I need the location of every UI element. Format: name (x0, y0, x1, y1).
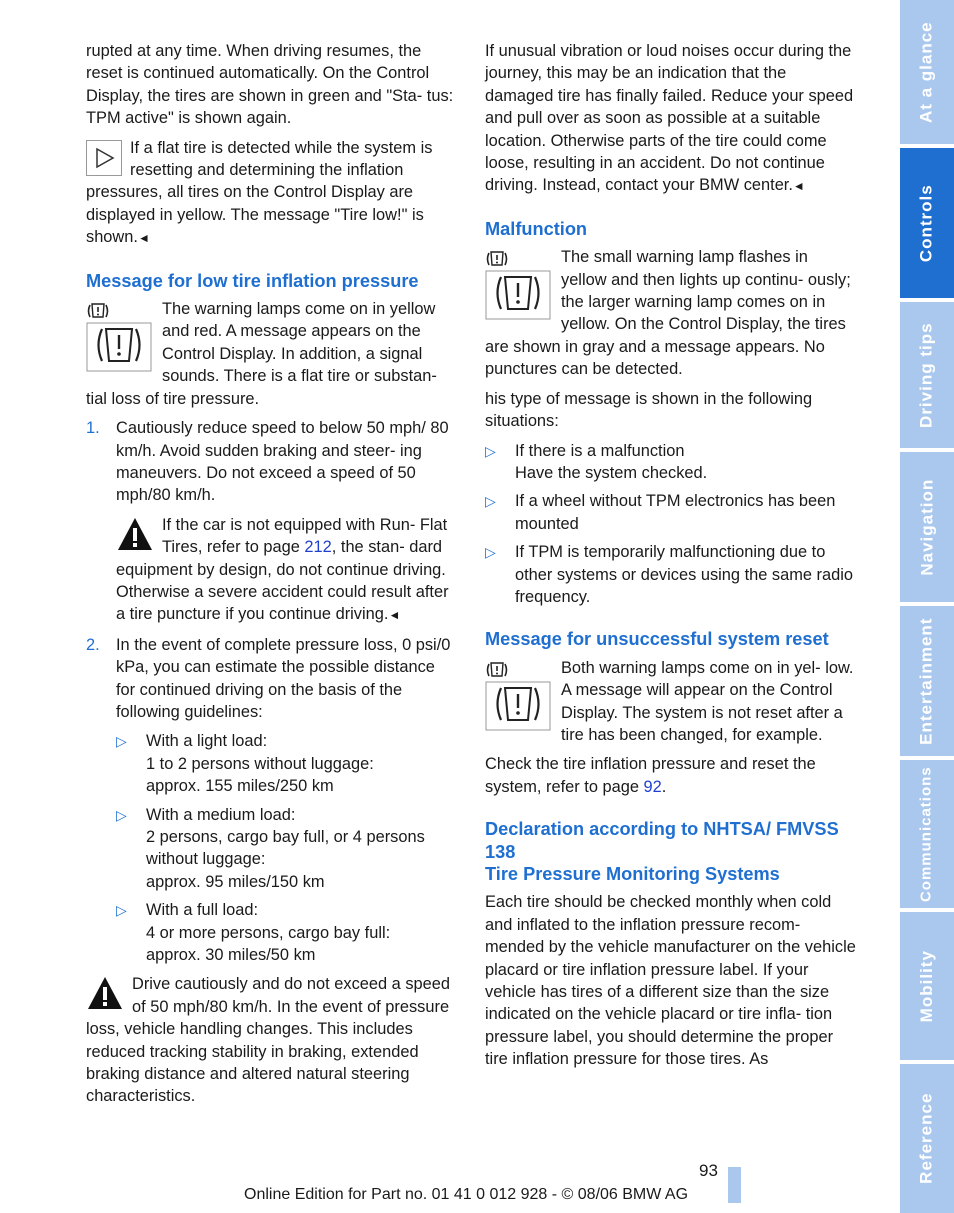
list-number: 1. (86, 419, 100, 438)
page-link[interactable]: 92 (643, 777, 662, 796)
tab-label: Controls (916, 184, 936, 262)
paragraph: Each tire should be checked monthly when cold and inflated to the inflation pressure recom- mended by the vehicle manufacturer on the vehicle placard or tire inflation pressure label. If your vehicle has tires of a different size than the size indicated on the vehicle placard or tire infla- tion pressure label, you should determine the proper tire inflation pressure for those tires. As (485, 893, 856, 1069)
tpm-warning-icon (485, 660, 553, 738)
warning-text: , the stan- dard equipment by design, do not continue driving. Otherwise a severe accident could result after a tire puncture if you continue driving. (116, 538, 449, 624)
paragraph: Check the tire inflation pressure and reset the system, refer to page (485, 755, 816, 796)
tab-label: Mobility (916, 949, 936, 1023)
section-subheading: Tire Pressure Monitoring Systems (485, 864, 780, 884)
tpm-warning-large-icon (498, 688, 539, 720)
list-item (485, 440, 857, 485)
tab-label: Communications (917, 766, 935, 902)
tab-controls[interactable] (900, 148, 954, 298)
page-number: 93 (699, 1161, 718, 1180)
chapter-tabs (900, 0, 954, 1213)
warning-text: Drive cautiously and do not exceed a speed of 50 mph/80 km/h. In the event of pressure loss, vehicle handling changes. This includes reduced tracking stability in braking, extended braking distance and altered natural steering characteristics. (86, 975, 451, 1106)
paragraph: If unusual vibration or loud noises occur during the journey, this may be an indication that the damaged tire has finally failed. Reduce your speed and pull over as soon as possible at a suitable location. Otherwise parts of the tire could come loose, resulting in an accident. Do not continue driving. Instead, contact your BMW center. (485, 42, 854, 195)
tab-label: Navigation (916, 478, 936, 576)
load-line: 1 to 2 persons without luggage: (146, 754, 374, 773)
note-block (86, 137, 458, 250)
tab-label: Driving tips (916, 322, 936, 428)
warning-block (86, 973, 458, 1114)
load-line: approx. 155 miles/250 km (146, 777, 334, 796)
list-item (116, 804, 458, 894)
tab-mobility[interactable] (900, 912, 954, 1060)
section-heading: Malfunction (485, 218, 588, 239)
load-line: 2 persons, cargo bay full, or 4 persons without luggage: (146, 828, 425, 869)
list-item-text: In the event of complete pressure loss, 0 psi/0 kPa, you can estimate the possible distance for continued driving on the basis of the following guidelines: (116, 635, 451, 721)
list-item (116, 899, 458, 966)
left-column (86, 40, 458, 1115)
load-title: With a medium load: (146, 805, 296, 824)
tab-communications[interactable] (900, 760, 954, 908)
load-title: With a full load: (146, 901, 259, 920)
bullet-triangle-icon: ▷ (485, 442, 496, 459)
warning-text: If the car is not equipped with Run- Flat Tires, refer to page (162, 515, 448, 557)
tab-entertainment[interactable] (900, 606, 954, 756)
footer-text: Online Edition for Part no. 01 41 0 012 928 - © 08/06 BMW AG (244, 1186, 689, 1203)
warning-lamp-block (485, 246, 857, 387)
tpm-warning-small-icon (488, 252, 507, 265)
tpm-warning-icon (86, 301, 154, 379)
numbered-list (86, 417, 458, 966)
bullet-triangle-icon: ▷ (485, 493, 496, 510)
list-item (485, 490, 857, 535)
bullet-triangle-icon: ▷ (116, 806, 127, 823)
tpm-warning-small-icon (89, 304, 108, 317)
tab-reference[interactable] (900, 1064, 954, 1213)
tpm-warning-large-icon (498, 277, 539, 309)
list-item (485, 541, 857, 608)
tpm-warning-large-icon (99, 329, 140, 361)
section-heading: Message for low tire inflation pressure (86, 270, 419, 291)
paragraph: rupted at any time. When driving resumes, the reset is continued automatically. On the Control Display, the tires are shown in green and "Sta- tus: TPM active" is shown again. (86, 42, 454, 128)
paragraph: his type of message is shown in the following situations: (485, 389, 813, 431)
warning-block (116, 514, 458, 627)
paragraph: The small warning lamp flashes in yellow and then lights up continu- ously; the larger warning lamp comes on in yellow. On the Control Display, the tires are shown in gray and a message appears. No punctures can be detected. (485, 248, 851, 379)
tpm-warning-icon (485, 249, 553, 327)
section-heading: Declaration according to NHTSA/ FMVSS 138 (485, 819, 839, 862)
paragraph: Both warning lamps come on in yel- low. A message will appear on the Control Display. The system is not reset after a tire has been changed, for example. (561, 658, 854, 744)
paragraph: . (661, 777, 667, 796)
list-number: 2. (86, 635, 100, 654)
tab-navigation[interactable] (900, 452, 954, 602)
page-marker-bar (728, 1167, 741, 1203)
right-column (485, 40, 857, 1078)
tab-label: Entertainment (916, 617, 936, 745)
list-item (86, 417, 458, 627)
hazard-warning-icon (86, 975, 124, 1017)
page-link[interactable]: 212 (304, 538, 332, 557)
note-triangle-icon (86, 140, 122, 176)
situation-list (485, 440, 857, 609)
situation-text: If a wheel without TPM electronics has been mounted (515, 492, 836, 533)
bullet-triangle-icon: ▷ (485, 544, 496, 561)
bullet-triangle-icon: ▷ (116, 902, 127, 919)
warning-lamp-block (485, 657, 857, 754)
end-mark: ◄ (388, 608, 401, 623)
tab-label: Reference (916, 1092, 936, 1185)
load-line: 4 or more persons, cargo bay full: (146, 923, 391, 942)
paragraph: The warning lamps come on in yellow and red. A message appears on the Control Display. In addition, a signal sounds. There is a flat tire or substan- tial loss of tire pressure. (86, 300, 437, 408)
warning-lamp-block (86, 298, 458, 417)
tab-driving-tips[interactable] (900, 302, 954, 448)
section-heading: Message for unsuccessful system reset (485, 629, 829, 650)
situation-text: If there is a malfunction (515, 441, 685, 460)
end-mark: ◄ (792, 179, 805, 194)
list-item-text: Cautiously reduce speed to below 50 mph/ 80 km/h. Avoid sudden braking and steer- ing maneuvers. Do not exceed a speed of 50 mph/80 km/h. (116, 419, 449, 505)
end-mark: ◄ (137, 231, 150, 246)
load-line: approx. 95 miles/150 km (146, 872, 325, 891)
situation-text: Have the system checked. (515, 463, 708, 482)
tab-label: At a glance (916, 21, 936, 123)
load-title: With a light load: (146, 732, 268, 751)
load-line: approx. 30 miles/50 km (146, 946, 316, 965)
list-item (116, 730, 458, 797)
list-item (86, 634, 458, 967)
hazard-warning-icon (116, 516, 154, 558)
situation-text: If TPM is temporarily malfunctioning due to other systems or devices using the same radio frequency. (515, 543, 853, 606)
load-list (116, 730, 458, 966)
tpm-warning-small-icon (488, 663, 507, 676)
bullet-triangle-icon: ▷ (116, 733, 127, 750)
note-text: If a flat tire is detected while the system is resetting and determining the inflation pressures, all tires on the Control Display are displayed in yellow. The message "Tire low!" is shown. (86, 138, 433, 247)
tab-at-a-glance[interactable] (900, 0, 954, 144)
